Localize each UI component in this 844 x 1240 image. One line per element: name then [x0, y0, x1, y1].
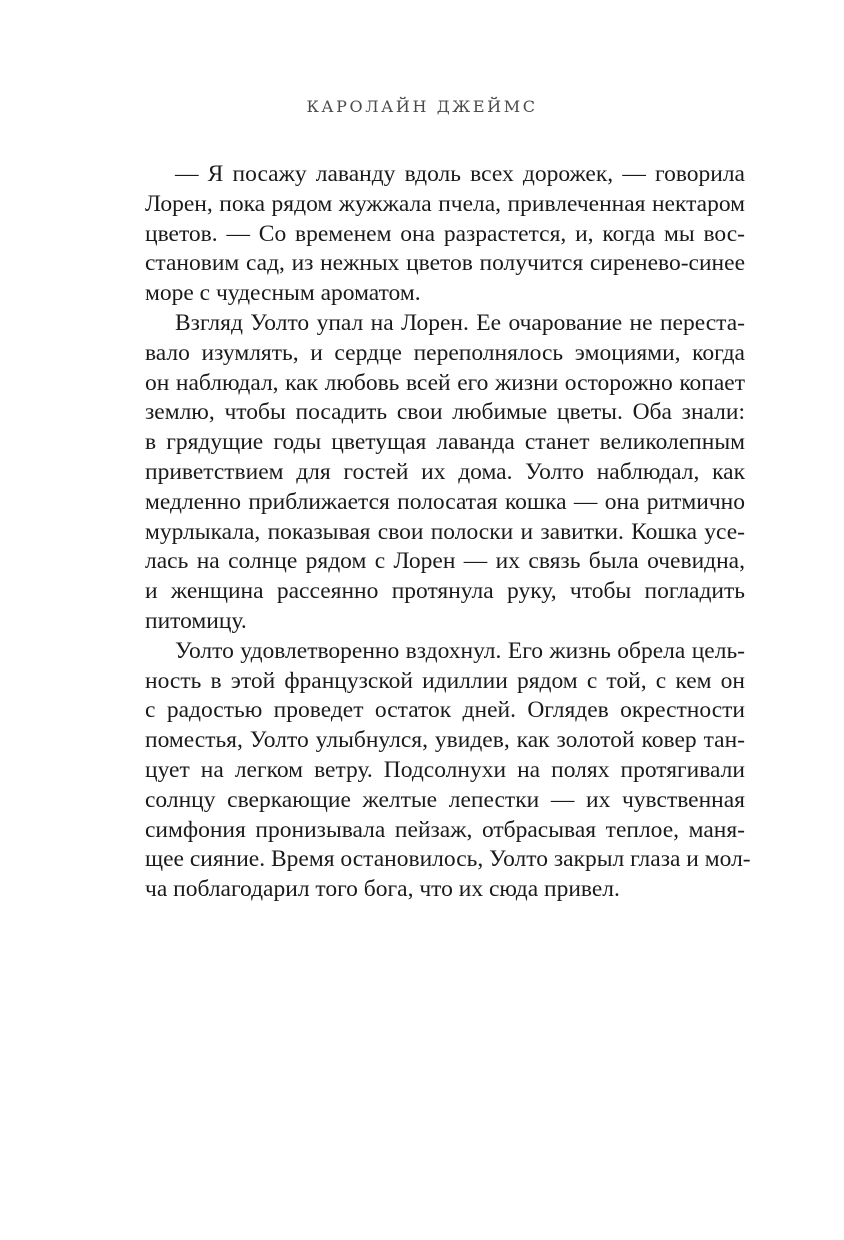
text-line: приветствием для гостей их дома. Уолто наблюдал, как — [145, 458, 745, 485]
text-line: Лорен, пока рядом жужжала пчела, привлеченная нектаром — [145, 190, 745, 217]
text-line: ча поблагодарил того бога, что их сюда привел. — [145, 876, 620, 903]
text-line: цует на легком ветру. Подсолнухи на полях протягивали — [145, 756, 745, 783]
text-line: медленно приближается полосатая кошка — она ритмично — [145, 488, 745, 515]
text-line: землю, чтобы посадить свои любимые цветы. Оба знали: — [145, 399, 745, 426]
text-line: лась на солнце рядом с Лорен — их связь была очевидна, — [145, 548, 745, 575]
paragraph — [145, 309, 745, 637]
text-line: солнцу сверкающие желтые лепестки — их чувственная — [145, 786, 745, 813]
paragraph — [145, 160, 745, 309]
text-line: море с чудесным ароматом. — [145, 280, 421, 307]
text-line: Уолто удовлетворенно вздохнул. Его жизнь обрела цель- — [175, 637, 745, 664]
text-line: и женщина рассеянно протянула руку, чтобы погладить — [145, 578, 745, 605]
body-text — [145, 160, 751, 905]
text-line: поместья, Уолто улыбнулся, увидев, как золотой ковер тан- — [145, 727, 745, 754]
text-line: цветов. — Со временем она разрастется, и, когда мы вос- — [145, 220, 745, 247]
paragraph — [145, 637, 751, 905]
text-line: щее сияние. Время остановилось, Уолто закрыл глаза и мол- — [145, 846, 751, 873]
text-line: становим сад, из нежных цветов получится сиренево-синее — [145, 250, 745, 277]
text-line: с радостью проведет остаток дней. Оглядев окрестности — [145, 697, 745, 724]
text-line: — Я посажу лаванду вдоль всех дорожек, — говорила — [175, 161, 745, 187]
text-line: мурлыкала, показывая свои полоски и завитки. Кошка усе- — [145, 518, 745, 545]
text-line: ность в этой французской идиллии рядом с той, с кем он — [145, 667, 745, 694]
text-line: симфония пронизывала пейзаж, отбрасывая теплое, маня- — [145, 816, 745, 843]
text-line: вало изумлять, и сердце переполнялось эмоциями, когда — [145, 339, 745, 366]
text-line: питомицу. — [145, 607, 247, 634]
text-line: Взгляд Уолто упал на Лорен. Ее очарование не переста- — [175, 309, 745, 336]
text-line: в грядущие годы цветущая лаванда станет великолепным — [145, 429, 745, 456]
text-line: он наблюдал, как любовь всей его жизни осторожно копает — [145, 369, 745, 396]
running-head-author: КАРОЛАЙН ДЖЕЙМС — [306, 97, 538, 116]
